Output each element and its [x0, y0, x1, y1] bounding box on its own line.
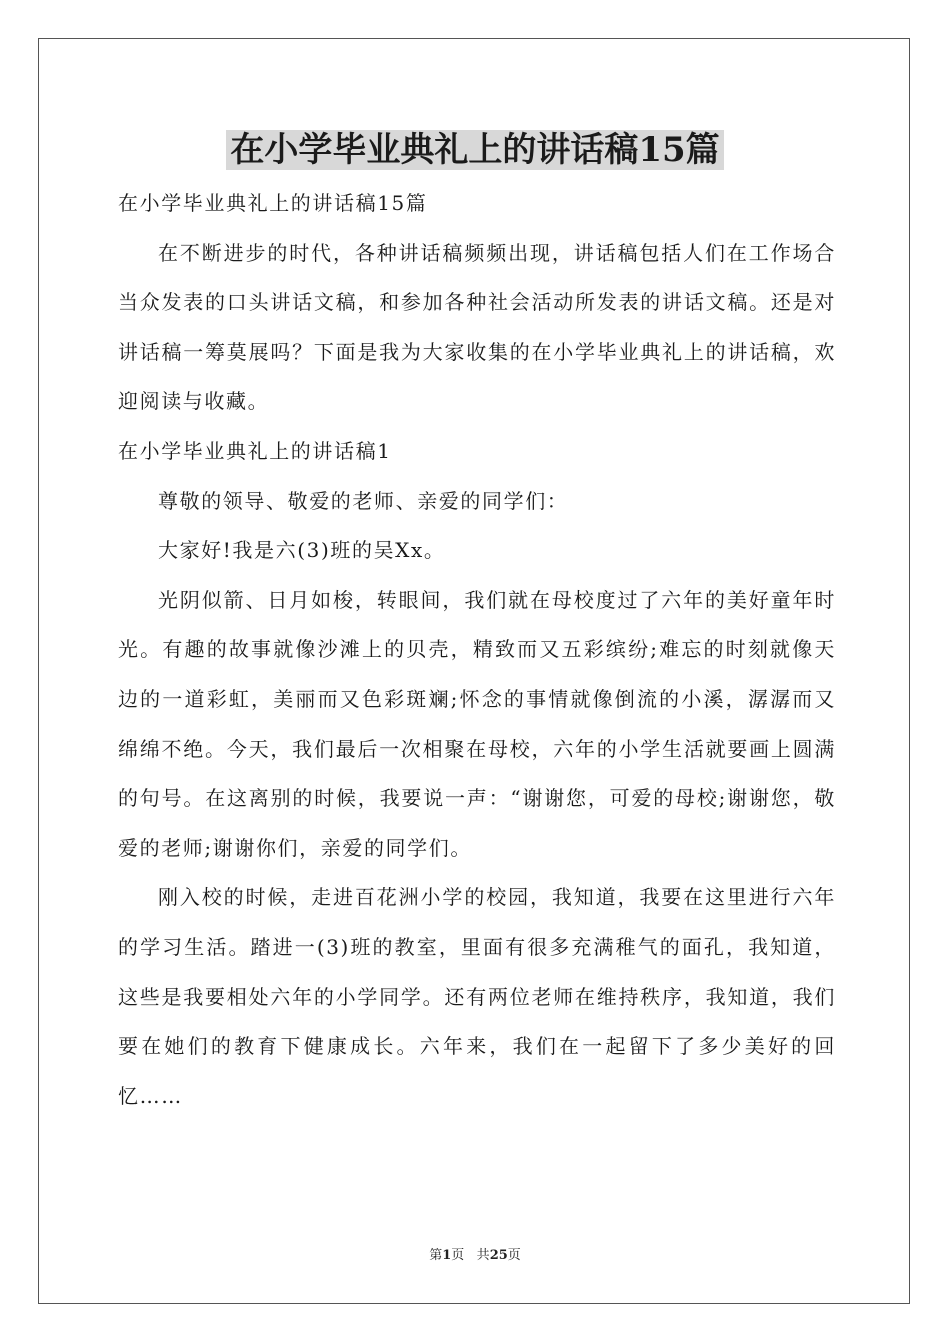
paragraph: 刚入校的时候，走进百花洲小学的校园，我知道，我要在这里进行六年的学习生活。踏进一(3)班的教室，里面有很多充满稚气的面孔，我知道，这些是我要相处六年的小学同学。还有两位老师在维持秩序，我知道，我们要在她们的教育下健康成长。六年来，我们在一起留下了多少美好的回忆……: [118, 885, 836, 1108]
document-title: [0, 124, 950, 176]
paragraph: 在不断进步的时代，各种讲话稿频频出现，讲话稿包括人们在工作场合当众发表的口头讲话文稿，和参加各种社会活动所发表的讲话文稿。还是对讲话稿一筹莫展吗？下面是我为大家收集的在小学毕业典礼上的讲话稿，欢迎阅读与收藏。: [118, 240, 836, 414]
page-suffix: 页: [451, 1248, 465, 1263]
document-body: [118, 179, 836, 1121]
page-number: 1: [442, 1248, 452, 1263]
page-footer: [0, 1246, 950, 1266]
total-pages: 25: [489, 1248, 508, 1263]
paragraph: 光阴似箭、日月如梭，转眼间，我们就在母校度过了六年的美好童年时光。有趣的故事就像沙滩上的贝壳，精致而又五彩缤纷;难忘的时刻就像天边的一道彩虹，美丽而又色彩斑斓;怀念的事情就像倒流的小溪，潺潺而又绵绵不绝。今天，我们最后一次相聚在母校，六年的小学生活就要画上圆满的句号。在这离别的时候，我要说一声：“谢谢您，可爱的母校;谢谢您，敬爱的老师;谢谢你们，亲爱的同学们。: [118, 587, 836, 860]
total-suffix: 页: [507, 1248, 521, 1263]
page-prefix: 第: [429, 1248, 443, 1263]
total-prefix: 共: [476, 1248, 490, 1263]
document-title-text: 在小学毕业典礼上的讲话稿15篇: [226, 130, 723, 170]
section-heading: 在小学毕业典礼上的讲话稿1: [118, 438, 392, 463]
paragraph: 尊敬的领导、敬爱的老师、亲爱的同学们：: [158, 488, 569, 513]
paragraph: 在小学毕业典礼上的讲话稿15篇: [118, 191, 428, 215]
paragraph: 大家好!我是六(3)班的吴Xx。: [158, 538, 446, 563]
